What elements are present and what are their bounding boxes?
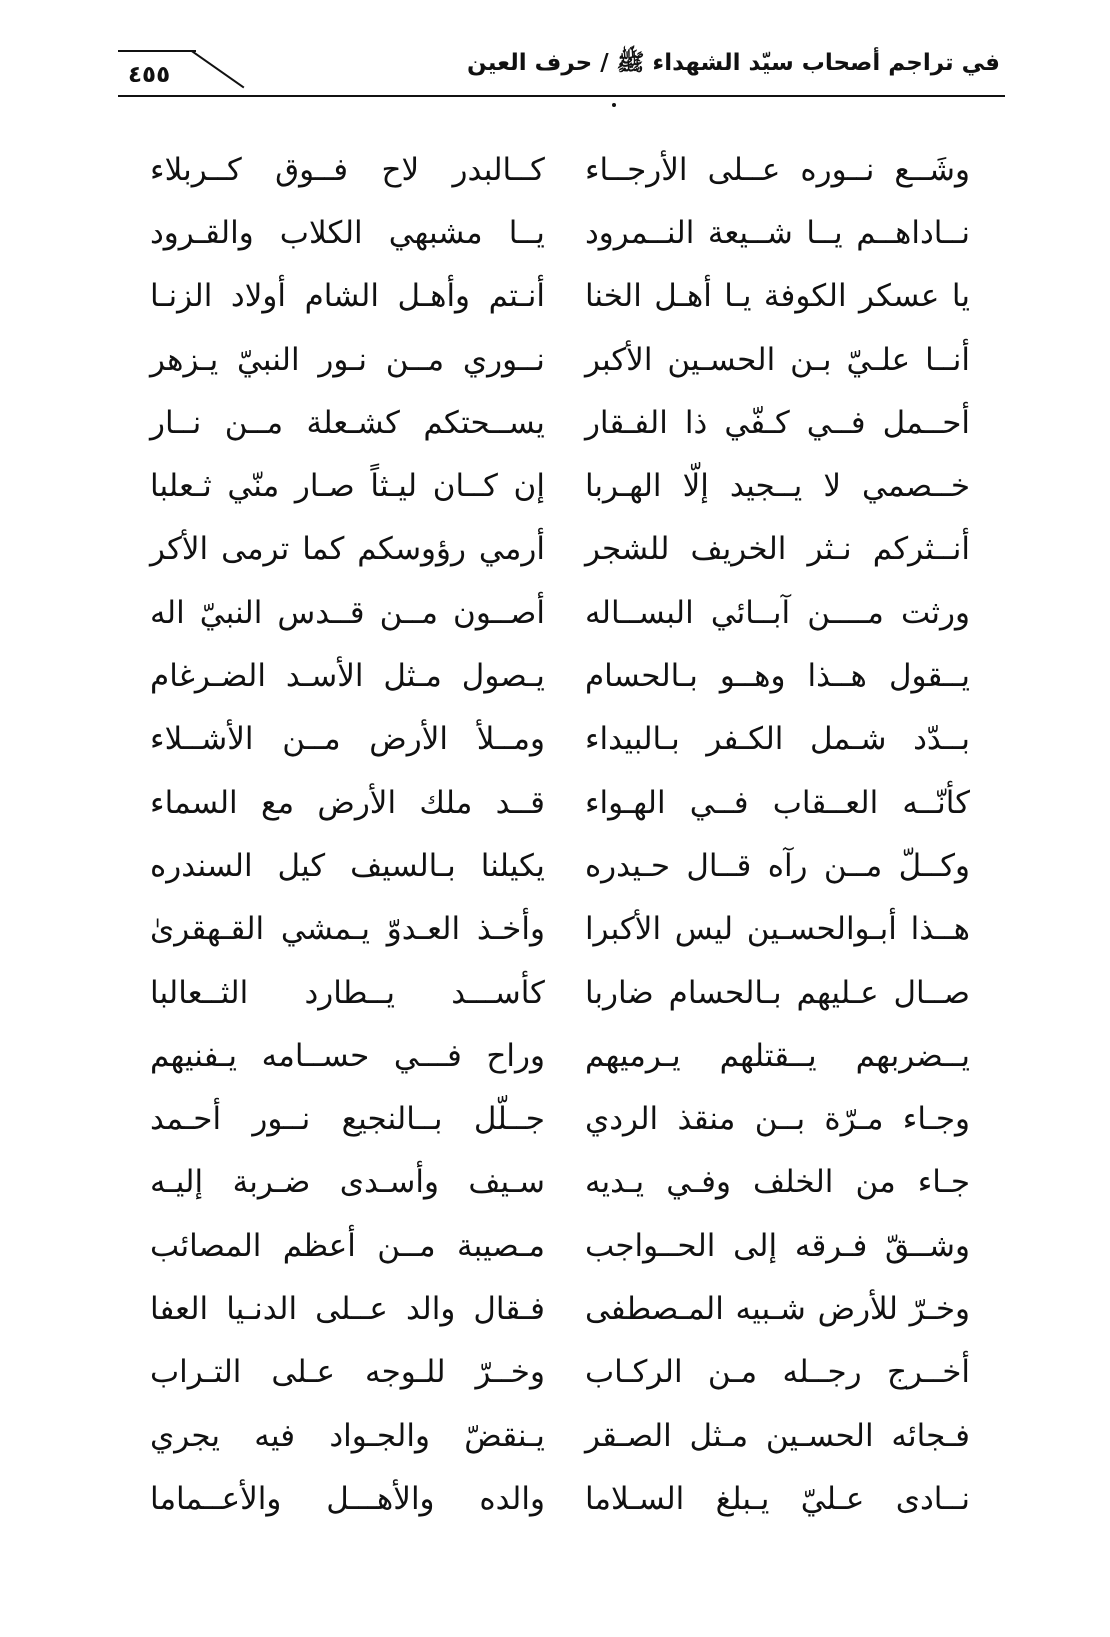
verse-line bbox=[150, 1404, 970, 1467]
verse-line bbox=[150, 644, 970, 707]
second-hemistich: وراح فـــي حســامه يـفنيهم bbox=[150, 1037, 545, 1074]
verse-line bbox=[150, 391, 970, 454]
verse-line bbox=[150, 454, 970, 517]
first-hemistich: وكــلّ مــن رآه قــال حـيدره bbox=[584, 847, 970, 884]
first-hemistich: خــصمي لا يــجيد إلّا الهـربا bbox=[584, 468, 970, 505]
verse-line bbox=[150, 581, 970, 644]
first-hemistich: وخـرّ للأرض شـبيه المـصطفى bbox=[584, 1290, 970, 1327]
second-hemistich: إن كــان ليـثاً صـار منّي ثـعلبا bbox=[150, 468, 545, 505]
second-hemistich: جــلّل بــالنجيع نــور أحـمد bbox=[150, 1101, 545, 1138]
first-hemistich: أحــمل فــي كـفّي ذا الفـقار bbox=[584, 404, 970, 441]
verse-line bbox=[150, 898, 970, 961]
second-hemistich: ومــلأ الأرض مــن الأشــلاء bbox=[150, 721, 545, 758]
first-hemistich: نــاداهــم يــا شــيعة النــمرود bbox=[584, 214, 970, 251]
verse-line bbox=[150, 1467, 970, 1530]
first-hemistich: بــدّد شـمل الكـفر بـالبيداء bbox=[584, 721, 970, 758]
center-dot bbox=[612, 103, 616, 107]
verse-line bbox=[150, 328, 970, 391]
first-hemistich: يــضربهم يــقتلهم يـرميهم bbox=[584, 1037, 970, 1074]
first-hemistich: جـاء من الخلف وفـي يـديه bbox=[584, 1164, 970, 1201]
verse-line bbox=[150, 518, 970, 581]
first-hemistich: ورثت مــــن آبــائي البســاله bbox=[584, 594, 970, 631]
header-rule bbox=[118, 95, 1005, 97]
second-hemistich: كــالبدر لاح فــوق كــربلاء bbox=[150, 151, 545, 188]
verse-line bbox=[150, 138, 970, 201]
second-hemistich: يــا مشبهي الكلاب والقـرود bbox=[150, 214, 545, 251]
verse-line bbox=[150, 265, 970, 328]
verse-line bbox=[150, 1024, 970, 1087]
verse-line bbox=[150, 771, 970, 834]
second-hemistich: يـنقضّ والجـواد فيه يجري bbox=[150, 1417, 545, 1454]
header-rule-diagonal bbox=[191, 50, 245, 88]
first-hemistich: كأنّــه العــقاب فــي الهـواء bbox=[584, 784, 970, 821]
second-hemistich: أصــون مــن قــدس النبيّ اله bbox=[150, 594, 545, 631]
second-hemistich: يـصول مـثل الأسـد الضـرغام bbox=[150, 658, 545, 695]
first-hemistich: فـجائه الحسـين مـثل الصـقر bbox=[584, 1417, 970, 1454]
second-hemistich: أنـتم وأهـل الشام أولاد الزنـا bbox=[150, 278, 545, 315]
second-hemistich: فـقال والد عــلى الدنـيا العفا bbox=[150, 1290, 545, 1327]
verse-line bbox=[150, 1341, 970, 1404]
first-hemistich: يا عسكر الكوفة يـا أهـل الخنا bbox=[584, 278, 970, 315]
first-hemistich: وشــقّ فـرقه إلى الحــواجب bbox=[584, 1227, 970, 1264]
verse-line bbox=[150, 1277, 970, 1340]
second-hemistich: وخــرّ للـوجه عـلى التـراب bbox=[150, 1354, 545, 1391]
second-hemistich: وأخـذ العـدوّ يـمشي القـهقرىٰ bbox=[150, 911, 545, 948]
second-hemistich: كأســـد يــطارد الثــعالبا bbox=[150, 974, 545, 1011]
first-hemistich: وشَــع نــوره عــلى الأرجــاء bbox=[584, 151, 970, 188]
verse-line bbox=[150, 1151, 970, 1214]
first-hemistich: صــال عـليهم بـالحسام ضاربا bbox=[584, 974, 970, 1011]
poem bbox=[150, 138, 970, 1531]
verse-line bbox=[150, 708, 970, 771]
first-hemistich: وجـاء مـرّة بــن منقذ الردي bbox=[584, 1101, 970, 1138]
first-hemistich: أنــثركم نـثر الخريف للشجر bbox=[584, 531, 970, 568]
page-header bbox=[0, 0, 1110, 110]
first-hemistich: نــادى عـليّ يـبلغ السـلاما bbox=[584, 1480, 970, 1517]
first-hemistich: يــقول هــذا وهــو بـالحسام bbox=[584, 658, 970, 695]
page-number: ٤٥٥ bbox=[128, 62, 171, 88]
header-rule-upper bbox=[118, 50, 196, 52]
second-hemistich: سـيف وأسـدى ضـربة إليـه bbox=[150, 1164, 545, 1201]
running-title: في تراجم أصحاب سيّد الشهداء ﷺ / حرف العين bbox=[467, 50, 1000, 76]
verse-line bbox=[150, 1087, 970, 1150]
second-hemistich: قــد ملك الأرض مع السماء bbox=[150, 784, 545, 821]
second-hemistich: أرمي رؤوسكم كما ترمى الأكر bbox=[150, 531, 545, 568]
first-hemistich: أنــا علـيّ بـن الحسـين الأكبر bbox=[584, 341, 970, 378]
second-hemistich: والده والأهـــل والأعــماما bbox=[150, 1480, 545, 1517]
verse-line bbox=[150, 1214, 970, 1277]
first-hemistich: هــذا أبـوالحسـين ليس الأكبرا bbox=[584, 911, 970, 948]
verse-line bbox=[150, 834, 970, 897]
second-hemistich: يســحتكم كشـعلة مــن نــار bbox=[150, 404, 545, 441]
verse-line bbox=[150, 201, 970, 264]
first-hemistich: أخــرج رجــله مـن الركـاب bbox=[584, 1354, 970, 1391]
second-hemistich: يكيلنا بـالسيف كيل السندره bbox=[150, 847, 545, 884]
verse-line bbox=[150, 961, 970, 1024]
second-hemistich: نــوري مــن نـور النبيّ يـزهر bbox=[150, 341, 545, 378]
second-hemistich: مـصيبة مــن أعظم المصائب bbox=[150, 1227, 545, 1264]
